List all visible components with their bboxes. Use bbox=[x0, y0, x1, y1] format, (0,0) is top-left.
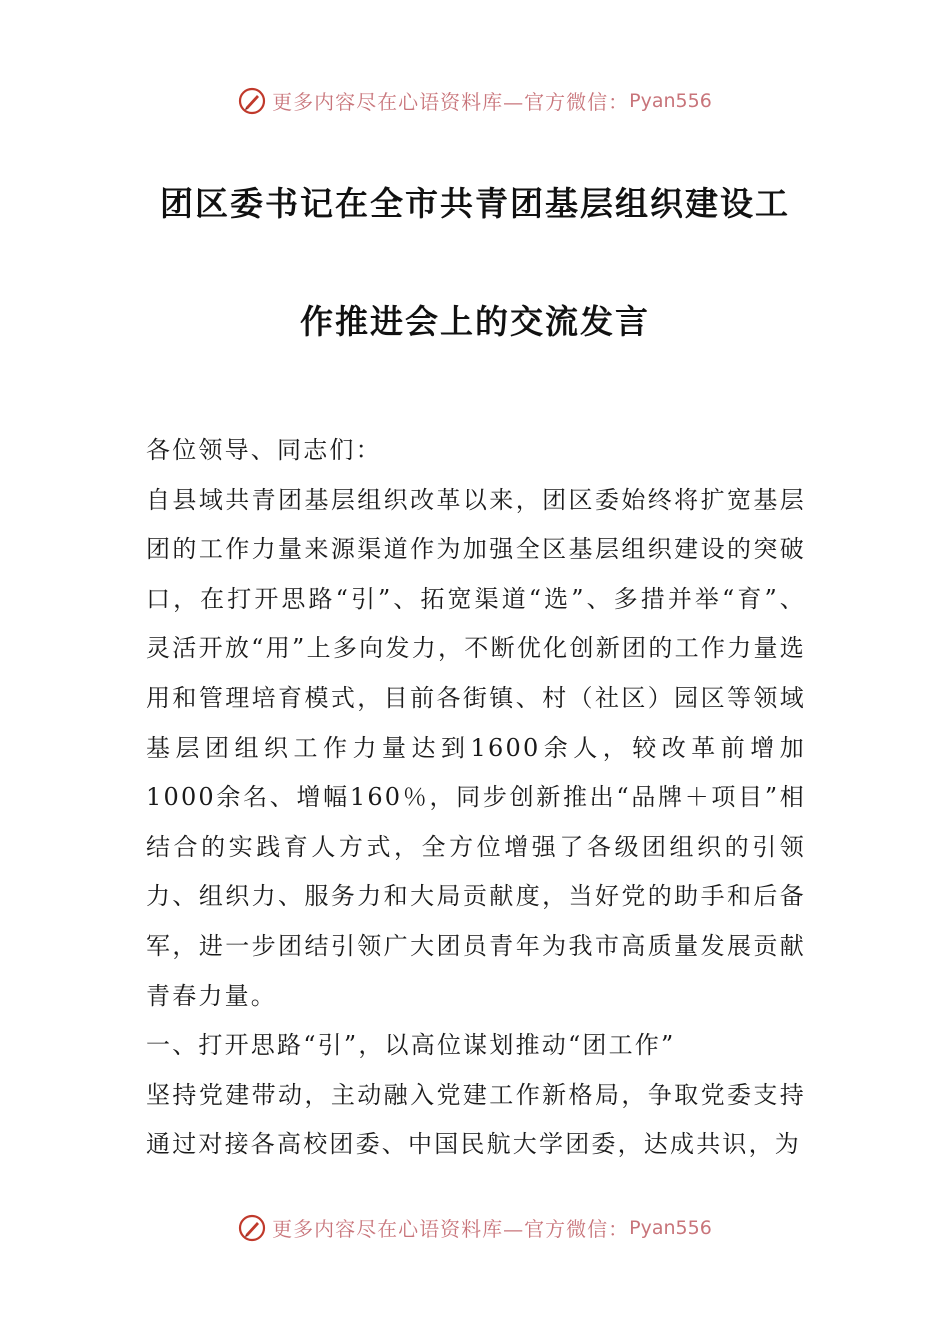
greeting: 各位领导、同志们： bbox=[146, 436, 382, 464]
watermark-wechat-id: Pyan556 bbox=[629, 89, 712, 112]
watermark-footer bbox=[0, 1213, 950, 1242]
section-1-heading: 一、打开思路“引”，以高位谋划推动“团工作” bbox=[146, 1031, 676, 1060]
pen-logo-icon bbox=[238, 1214, 266, 1242]
watermark-wechat-id: Pyan556 bbox=[629, 1216, 712, 1239]
intro-paragraph: 自县域共青团基层组织改革以来，团区委始终将扩宽基层团的工作力量来源渠道作为加强全区基层组织建设的突破口，在打开思路“引”、拓宽渠道“选”、多措并举“育”、灵活开放“用”上多向发力，不断优化创新团的工作力量选用和管理培育模式，目前各街镇、村（社区）园区等领域基层团组织工作力量达到1600余人，较改革前增加1000余名、增幅160％，同步创新推出“品牌＋项目”相结合的实践育人方式，全方位增强了各级团组织的引领力、组织力、服务力和大局贡献度，当好党的助手和后备军，进一步团结引领广大团员青年为我市高质量发展贡献青春力量。 bbox=[146, 485, 806, 1010]
watermark-text: 更多内容尽在心语资料库—官方微信： bbox=[272, 90, 630, 114]
document-title-line-1: 团区委书记在全市共青团基层组织建设工 bbox=[160, 184, 790, 223]
document-body bbox=[146, 426, 806, 1170]
watermark-header bbox=[0, 86, 950, 115]
document-title-line-2: 作推进会上的交流发言 bbox=[300, 302, 650, 341]
section-1-paragraph: 坚持党建带动，主动融入党建工作新格局，争取党委支持通过对接各高校团委、中国民航大学团委，达成共识，为 bbox=[146, 1080, 806, 1159]
watermark-text: 更多内容尽在心语资料库—官方微信： bbox=[272, 1217, 630, 1241]
pen-logo-icon bbox=[238, 87, 266, 115]
